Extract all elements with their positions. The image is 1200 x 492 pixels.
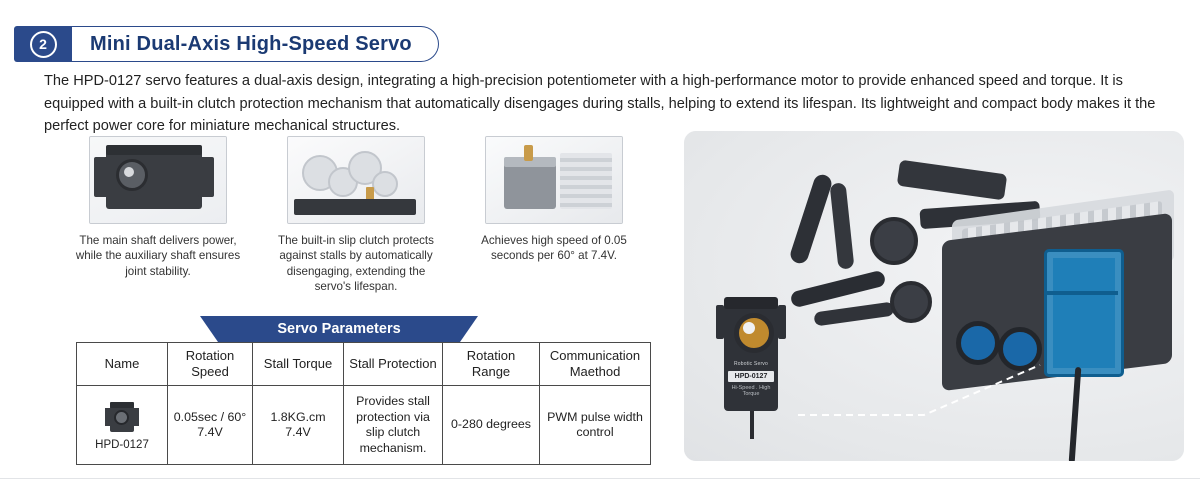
slip-clutch-gears-photo (287, 136, 425, 224)
feature-item (70, 136, 246, 294)
servo-parameters-banner: Servo Parameters (218, 316, 460, 342)
table-row (77, 386, 651, 465)
callout-subtitle: Hi-Speed . High Torque (731, 385, 771, 397)
intro-paragraph: The HPD-0127 servo features a dual-axis design, integrating a high-precision potentiometer with a high-performance motor to provide enhanced speed and torque. It is equipped with a built-in clutch protection mechanism that automatically disengages during stalls, helping to extend its lifespan. Its lightweight and compact body makes it the perfect power core for miniature mechanical structures. (44, 73, 1156, 135)
section-number: 2 (30, 31, 57, 58)
cell-name (77, 386, 168, 465)
cell-stall-protection: Provides stall protection via slip clutch mechanism. (344, 386, 443, 465)
blue-servo-module (1044, 249, 1124, 377)
callout-model: HPD-0127 (728, 371, 774, 382)
column-header-stall-torque: Stall Torque (253, 343, 344, 386)
feature-item (466, 136, 642, 294)
cell-rotation-range: 0-280 degrees (443, 386, 540, 465)
arm-joint-lower (890, 281, 932, 323)
column-header-rotation-speed: Rotation Speed (168, 343, 253, 386)
callout-connector-line (794, 359, 1044, 419)
robot-arm-assembly-photo (684, 131, 1184, 461)
servo-parameters-table (76, 342, 651, 465)
feature-list (70, 136, 670, 294)
section-header (14, 26, 439, 62)
servo-callout-image (716, 287, 788, 437)
cell-name-label: HPD-0127 (95, 438, 149, 451)
potentiometer-motor-photo (485, 136, 623, 224)
cell-rotation-speed: 0.05sec / 60° 7.4V (168, 386, 253, 465)
feature-caption: Achieves high speed of 0.05 seconds per 60° at 7.4V. (481, 234, 627, 263)
cell-communication-method: PWM pulse width control (540, 386, 651, 465)
section-number-badge (14, 26, 72, 62)
arm-joint-upper (870, 217, 918, 265)
column-header-rotation-range: Rotation Range (443, 343, 540, 386)
servo-main-shaft-photo (89, 136, 227, 224)
feature-caption: The built-in slip clutch protects against stalls by automatically disengaging, extending the servo's lifespan. (278, 234, 434, 293)
feature-caption: The main shaft delivers power, while the auxiliary shaft ensures joint stability. (75, 234, 241, 278)
column-header-name: Name (77, 343, 168, 386)
section-title-container (72, 26, 439, 62)
cell-stall-torque: 1.8KG.cm 7.4V (253, 386, 344, 465)
blue-servo-module-seam (1044, 291, 1118, 295)
bottom-divider (0, 478, 1200, 479)
table-header-row (77, 343, 651, 386)
servo-thumbnail (105, 398, 139, 436)
feature-item (268, 136, 444, 294)
column-header-stall-protection: Stall Protection (344, 343, 443, 386)
page-title: Mini Dual-Axis High-Speed Servo (90, 32, 412, 55)
column-header-communication-method: Communication Maethod (540, 343, 651, 386)
callout-brand: Robotic Servo (733, 361, 768, 367)
